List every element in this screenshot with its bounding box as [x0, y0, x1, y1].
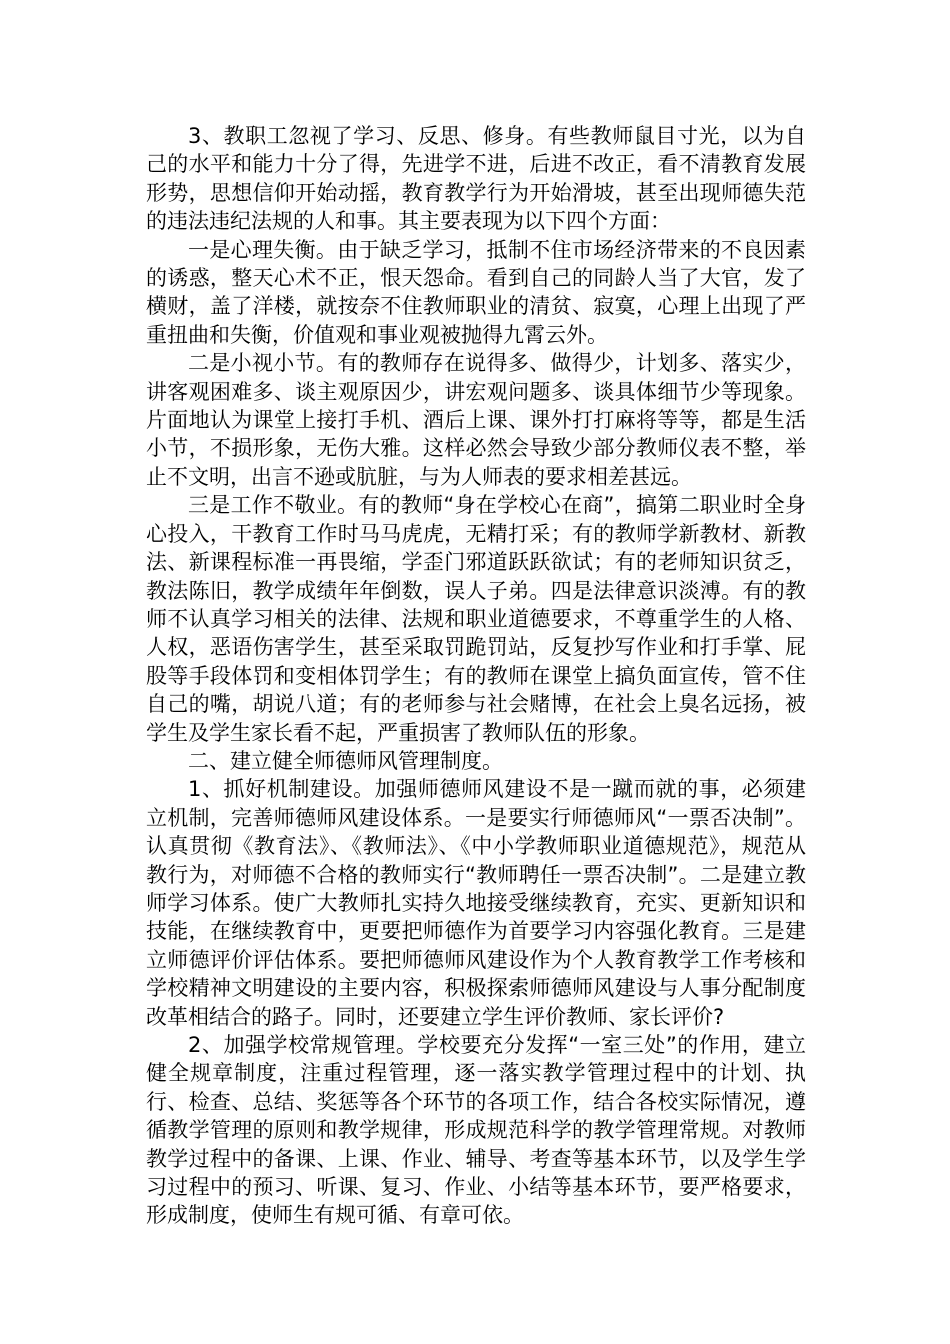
paragraph-minor-details: 二是小视小节。有的教师存在说得多、做得少，计划多、落实少，讲客观困难多、谈主观原因少，讲宏观问题多、谈具体细节少等现象。片面地认为课堂上接打手机、酒后上课、课外打打麻将等等，都是生活小节，不损形象，无伤大雅。这样必然会导致少部分教师仪表不整，举止不文明，出言不逊或肮脏，与为人师表的要求相差甚远。 [146, 351, 806, 489]
paragraph-mechanism-building: 1、抓好机制建设。加强师德师风建设不是一蹴而就的事，必须建立机制，完善师德师风建设体系。一是要实行师德师风“一票否决制”。认真贯彻《教育法》、《教师法》、《中小学教师职业道德规范》，规范从教行为，对师德不合格的教师实行“教师聘任一票否决制”。二是建立教师学习体系。使广大教师扎实持久地接受继续教育，充实、更新知识和技能，在继续教育中，更要把师德作为首要学习内容强化教育。三是建立师德评价评估体系。要把师德师风建设作为个人教育教学工作考核和学校精神文明建设的主要内容，积极探索师德师风建设与人事分配制度改革相结合的路子。同时，还要建立学生评价教师、家长评价? [146, 777, 806, 1029]
document-body [146, 122, 806, 1230]
paragraph-not-dedicated: 三是工作不敬业。有的教师“身在学校心在商”，搞第二职业时全身心投入，干教育工作时马马虎虎，无精打采；有的教师学新教材、新教法、新课程标准一再畏缩，学歪门邪道跃跃欲试；有的老师知识贫乏，教法陈旧，教学成绩年年倒数，误人子弟。四是法律意识淡溥。有的教师不认真学习相关的法律、法规和职业道德要求，不尊重学生的人格、人权，恶语伤害学生，甚至采取罚跪罚站，反复抄写作业和打手掌、屁股等手段体罚和变相体罚学生；有的教师在课堂上搞负面宣传，管不住自己的嘴，胡说八道；有的老师参与社会赌博，在社会上臭名远扬，被学生及学生家长看不起，严重损害了教师队伍的形象。 [146, 493, 806, 745]
paragraph-routine-management: 2、加强学校常规管理。学校要充分发挥“一室三处”的作用，建立健全规章制度，注重过程管理，逐一落实教学管理过程中的计划、执行、检查、总结、奖惩等各个环节的各项工作，结合各校实际情况，遵循教学管理的原则和教学规律，形成规范科学的教学管理常规。对教师教学过程中的备课、上课、作业、辅导、考查等基本环节，以及学生学习过程中的预习、听课、复习、作业、小结等基本环节，要严格要求，形成制度，使师生有规可循、有章可依。 [146, 1033, 806, 1228]
paragraph-psychological-imbalance: 一是心理失衡。由于缺乏学习，抵制不住市场经济带来的不良因素的诱惑，整天心术不正，恨天怨命。看到自己的同龄人当了大官，发了横财，盖了洋楼，就按奈不住教师职业的清贫、寂寞，心理上出现了严重扭曲和失衡，价值观和事业观被抛得九霄云外。 [146, 237, 806, 347]
section-heading-management-system: 二、建立健全师德师风管理制度。 [188, 748, 503, 773]
paragraph-teacher-neglect: 3、教职工忽视了学习、反思、修身。有些教师鼠目寸光，以为自己的水平和能力十分了得，先进学不进，后进不改正，看不清教育发展形势，思想信仰开始动摇，教育教学行为开始滑坡，甚至出现师德失范的违法违纪法规的人和事。其主要表现为以下四个方面： [146, 124, 806, 234]
